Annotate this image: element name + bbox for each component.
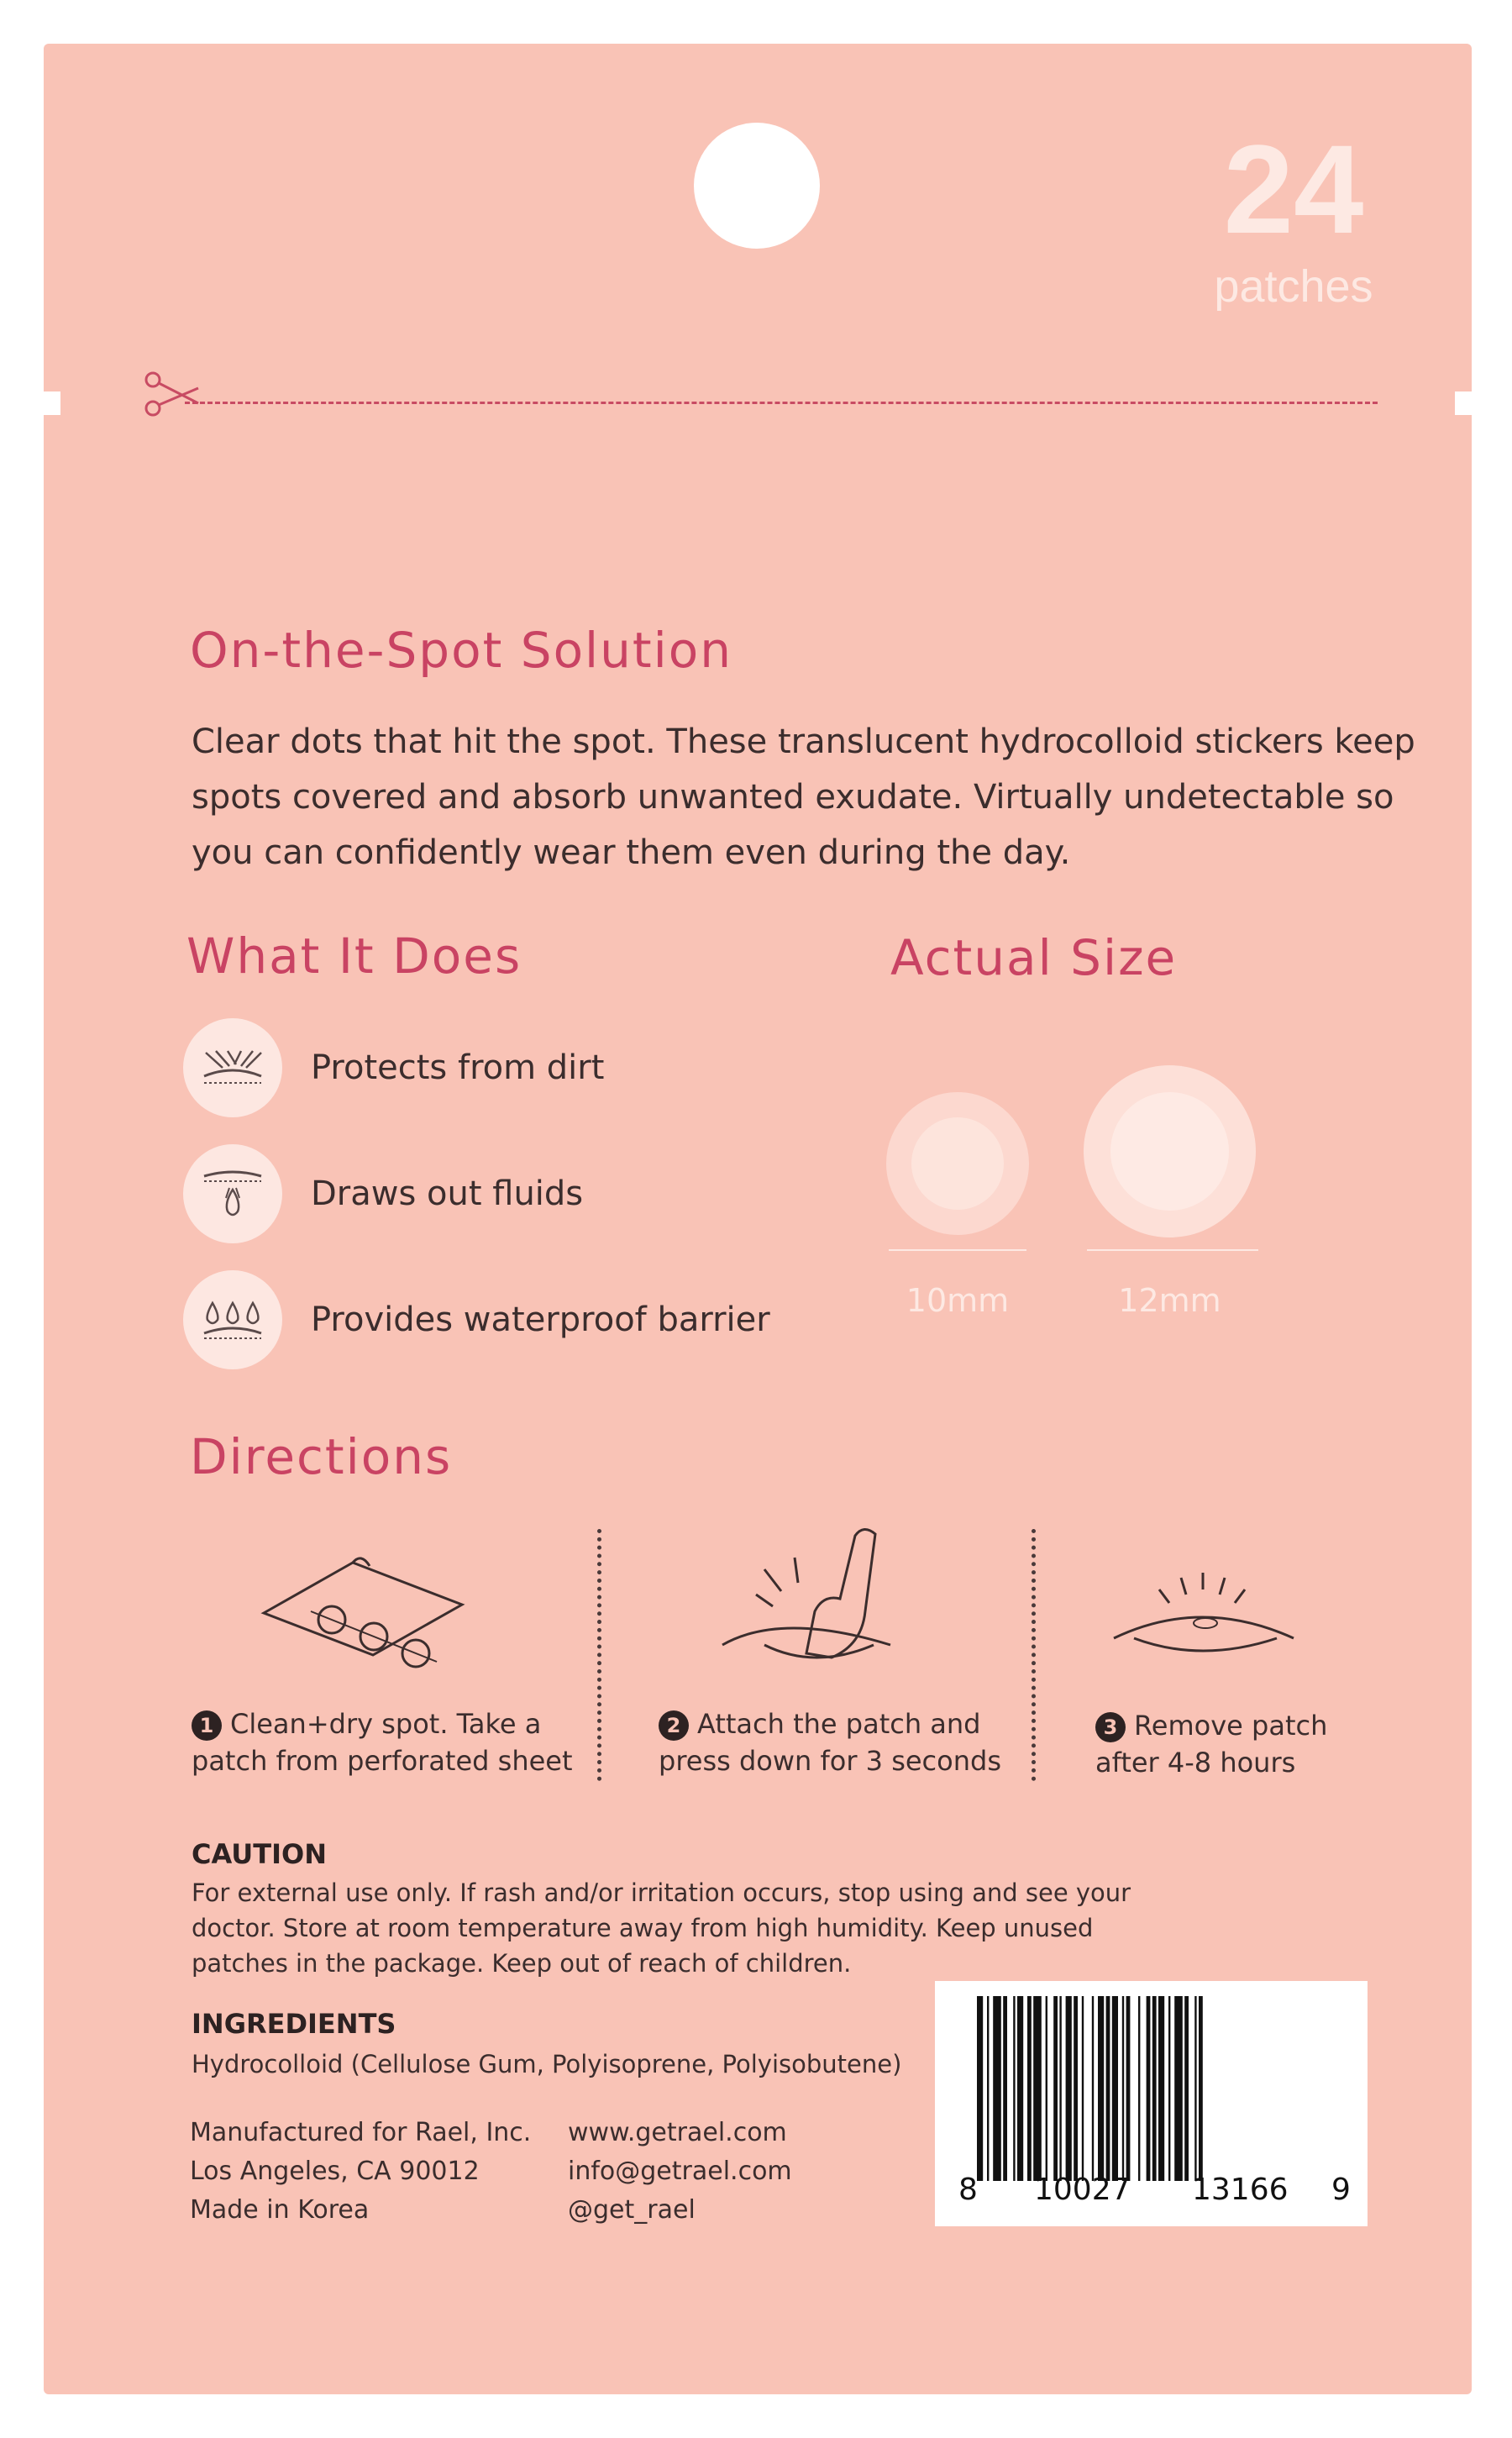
size-label-12mm: 12mm: [1118, 1282, 1221, 1319]
barcode-bar: [1066, 1996, 1072, 2181]
barcode-bar: [1126, 1996, 1131, 2181]
contact-info: [568, 2114, 887, 2230]
barcode-bar: [993, 1996, 1001, 2181]
patch-10mm-center: [911, 1117, 1004, 1210]
barcode-bar: [1027, 1996, 1032, 2181]
scissors-icon: [143, 370, 202, 420]
barcode-bar: [1017, 1996, 1023, 2181]
perforation-line: [185, 402, 1378, 404]
barcode-digit-check: 9: [1331, 2173, 1351, 2207]
barcode-bar: [1013, 1996, 1015, 2181]
step-text: Clean+dry spot. Take a: [230, 1708, 542, 1740]
step-number-badge: 3: [1095, 1712, 1126, 1742]
step-number-badge: 1: [192, 1710, 222, 1741]
barcode-bar: [1082, 1996, 1084, 2181]
barcode-bar: [1092, 1996, 1094, 2181]
caution-heading: CAUTION: [192, 1838, 327, 1870]
ingredients-text: Hydrocolloid (Cellulose Gum, Polyisoprene, Polyisobutene): [192, 2050, 902, 2078]
barcode-bar: [1158, 1996, 1164, 2181]
step-text: Remove patch: [1134, 1710, 1328, 1742]
barcode-bar: [1106, 1996, 1110, 2181]
feature-label: Protects from dirt: [311, 1048, 605, 1087]
patch-count-unit: patches: [1214, 261, 1373, 312]
website-text: www.getrael.com: [568, 2118, 787, 2147]
step-text: Attach the patch and: [697, 1708, 981, 1740]
feature-label: Provides waterproof barrier: [311, 1300, 770, 1339]
barcode-bar: [1194, 1996, 1196, 2181]
size-measure-lines: [882, 1235, 1268, 1269]
barcode-bar: [987, 1996, 989, 2181]
barcode-bar: [1138, 1996, 1140, 2181]
feature-item: [183, 1144, 583, 1243]
solution-line: Clear dots that hit the spot. These translucent hydrocolloid stickers keep: [192, 722, 1415, 761]
barcode-digits-right: 13166: [1192, 2173, 1289, 2207]
actual-size-title: Actual Size: [890, 929, 1178, 986]
solution-line: you can confidently wear them even during the day.: [192, 833, 1071, 872]
fluid-draw-icon: [183, 1144, 282, 1243]
manufacturer-info: [190, 2114, 543, 2230]
patch-12mm-center: [1110, 1092, 1229, 1211]
barcode-bar: [1053, 1996, 1058, 2181]
barcode-bar: [1098, 1996, 1104, 2181]
directions-title: Directions: [190, 1428, 453, 1485]
direction-step-2: [659, 1705, 1028, 1779]
barcode-digit-first: 8: [958, 2173, 978, 2207]
barcode-bar: [1174, 1996, 1183, 2181]
barcode-bar: [1122, 1996, 1124, 2181]
barcode-bar: [1003, 1996, 1007, 2181]
water-drops-icon: [183, 1270, 282, 1369]
tear-notch-right: [1455, 391, 1472, 415]
barcode-bar: [1112, 1996, 1118, 2181]
barcode-bar: [1074, 1996, 1078, 2181]
barcode-bar: [1152, 1996, 1157, 2181]
dirt-shield-icon: [183, 1018, 282, 1117]
manufacturer-line: Los Angeles, CA 90012: [190, 2157, 480, 2186]
manufacturer-line: Manufactured for Rael, Inc.: [190, 2118, 532, 2147]
email-text: info@getrael.com: [568, 2157, 792, 2186]
feature-label: Draws out fluids: [311, 1174, 584, 1213]
caution-line: doctor. Store at room temperature away from high humidity. Keep unused: [192, 1914, 1094, 1942]
step-divider: [1032, 1529, 1036, 1781]
barcode: [935, 1981, 1368, 2226]
caution-line: For external use only. If rash and/or irritation occurs, stop using and see your: [192, 1878, 1131, 1907]
solution-line: spots covered and absorb unwanted exudate. Virtually undetectable so: [192, 778, 1394, 817]
feature-item: [183, 1270, 770, 1369]
hang-hole: [694, 123, 820, 249]
barcode-bar: [1184, 1996, 1189, 2181]
barcode-bar: [1147, 1996, 1151, 2181]
social-handle-text: @get_rael: [568, 2195, 696, 2225]
caution-text: [192, 1875, 1300, 1981]
what-it-does-title: What It Does: [186, 927, 522, 985]
patch-count: 24: [1223, 118, 1364, 260]
barcode-bar: [1046, 1996, 1047, 2181]
step-text: after 4-8 hours: [1095, 1747, 1296, 1779]
step-text: patch from perforated sheet: [192, 1745, 573, 1777]
solution-title: On-the-Spot Solution: [190, 622, 733, 679]
barcode-bar: [1033, 1996, 1042, 2181]
remove-patch-icon: [1109, 1571, 1302, 1672]
direction-step-1: [192, 1705, 578, 1779]
barcode-bar: [977, 1996, 983, 2181]
barcode-bars: [977, 1996, 1330, 2181]
step-text: press down for 3 seconds: [659, 1745, 1001, 1777]
manufacturer-line: Made in Korea: [190, 2195, 370, 2225]
barcode-bar: [1199, 1996, 1203, 2181]
caution-line: patches in the package. Keep out of reach of children.: [192, 1949, 852, 1978]
size-label-10mm: 10mm: [906, 1282, 1010, 1319]
barcode-bar: [1168, 1996, 1170, 2181]
press-patch-icon: [714, 1519, 924, 1670]
perforated-sheet-icon: [260, 1529, 470, 1689]
step-number-badge: 2: [659, 1710, 689, 1741]
solution-description: [192, 714, 1418, 880]
ingredients-heading: INGREDIENTS: [192, 2008, 396, 2040]
step-divider: [597, 1529, 601, 1781]
barcode-bar: [1059, 1996, 1061, 2181]
tear-notch-left: [44, 391, 60, 415]
barcode-digits-left: 10027: [1034, 2173, 1131, 2207]
feature-item: [183, 1018, 604, 1117]
direction-step-3: [1095, 1707, 1398, 1781]
